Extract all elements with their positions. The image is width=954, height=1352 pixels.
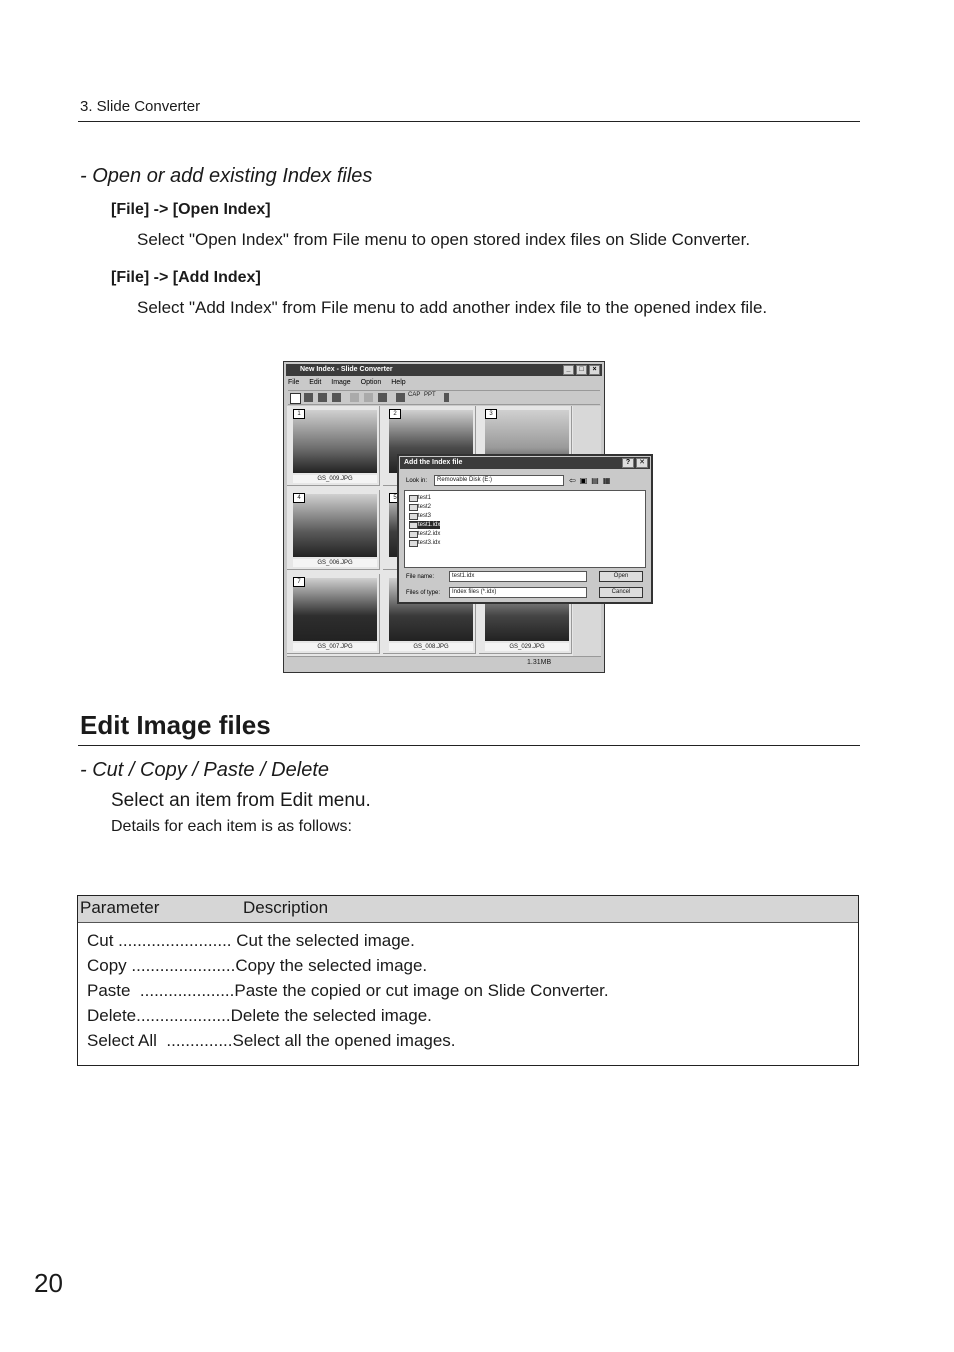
thumbnail-number: 2 <box>389 409 401 419</box>
open-index-description: Select "Open Index" from File menu to open stored index files on Slide Converter. <box>137 230 751 249</box>
thumbnail-caption: GS_006.JPG <box>293 559 377 567</box>
file-type-label: Files of type: <box>406 590 441 596</box>
window-title-bar <box>286 364 602 376</box>
file-list-item[interactable]: test2.idx <box>409 530 440 538</box>
edit-section-rule <box>78 745 860 746</box>
add-icon[interactable] <box>318 393 327 402</box>
thumbnail-number: 5 <box>389 493 401 503</box>
table-row: Select All ..............Select all the opened images. <box>87 1031 456 1050</box>
thumbnail-number: 1 <box>293 409 305 419</box>
menu-option[interactable]: Option <box>360 379 382 386</box>
file-list-item[interactable]: test3.idx <box>409 539 440 547</box>
window-title: New Index - Slide Converter <box>300 366 393 373</box>
menu-image[interactable]: Image <box>331 379 351 386</box>
thumbnail-caption: GS_008.JPG <box>389 643 473 651</box>
open-section-subtitle: - Open or add existing Index files <box>80 165 373 187</box>
table-row: Cut ........................ Cut the selected image. <box>87 931 415 950</box>
status-size: 1.31MB <box>527 659 552 666</box>
table-header <box>78 896 858 923</box>
look-in-value: Removable Disk (E:) <box>437 477 493 483</box>
thumbnail-caption: GS_009.JPG <box>293 475 377 483</box>
menu-bar <box>288 378 414 388</box>
open-button[interactable]: Open <box>599 571 643 582</box>
new-icon[interactable] <box>290 393 301 404</box>
thumbnail-image <box>293 494 377 557</box>
cap-button[interactable]: CAP <box>408 392 421 398</box>
thumbnail-number: 3 <box>485 409 497 419</box>
edit-section-title: Edit Image files <box>80 710 271 740</box>
file-list-item[interactable]: test2 <box>409 503 431 511</box>
file-name-label: File name: <box>406 574 435 580</box>
close-icon[interactable]: × <box>589 365 600 375</box>
thumbnail-cell[interactable] <box>287 490 380 570</box>
col-description: Description <box>243 898 329 917</box>
file-list-item[interactable]: test1.idx <box>409 521 440 529</box>
thumbnail-caption: GS_029.JPG <box>485 643 569 651</box>
file-list-item[interactable]: test3 <box>409 512 431 520</box>
file-list-item[interactable]: test1 <box>409 494 431 502</box>
dialog-close-icon[interactable]: ✕ <box>636 458 648 468</box>
thumbnail-number: 4 <box>293 493 305 503</box>
minimize-icon[interactable]: _ <box>563 365 574 375</box>
look-in-tools-icon[interactable]: ⇦▣▤▦ <box>569 476 615 485</box>
look-in-label: Look in: <box>406 478 428 484</box>
dialog-title: Add the Index file <box>404 459 463 466</box>
open-index-menu-path: [File] -> [Open Index] <box>111 201 271 218</box>
file-list[interactable] <box>404 490 646 568</box>
dialog-title-bar <box>400 457 650 469</box>
cut-icon[interactable] <box>350 393 359 402</box>
status-bar <box>287 656 601 669</box>
header-rule <box>78 121 860 122</box>
maximize-icon[interactable]: □ <box>576 365 587 375</box>
help-icon[interactable] <box>444 393 449 402</box>
thumbnail-image <box>293 578 377 641</box>
thumbnail-cell[interactable] <box>287 406 380 486</box>
add-index-description: Select "Add Index" from File menu to add another index file to the opened index file. <box>137 298 768 317</box>
section-header: 3. Slide Converter <box>80 98 201 115</box>
save-icon[interactable] <box>332 393 341 402</box>
edit-section-subtitle: - Cut / Copy / Paste / Delete <box>80 759 329 781</box>
toolbar <box>288 390 600 405</box>
cancel-button[interactable]: Cancel <box>599 587 643 598</box>
ppt-button[interactable]: PPT <box>424 392 436 398</box>
add-index-dialog <box>397 454 653 604</box>
menu-help[interactable]: Help <box>391 379 406 386</box>
file-name-value: test1.idx <box>452 573 475 579</box>
thumbnail-number: 7 <box>293 577 305 587</box>
table-row: Delete....................Delete the selected image. <box>87 1006 432 1025</box>
thumbnail-cell[interactable] <box>287 574 380 654</box>
file-type-select[interactable] <box>449 587 587 598</box>
paste-icon[interactable] <box>378 393 387 402</box>
col-parameter: Parameter <box>80 898 160 917</box>
menu-file[interactable]: File <box>288 379 300 386</box>
dialog-help-icon[interactable]: ? <box>622 458 634 468</box>
file-name-input[interactable] <box>449 571 587 582</box>
parameter-table <box>77 895 859 1066</box>
file-type-value: Index files (*.idx) <box>452 589 497 595</box>
thumbnail-image <box>293 410 377 473</box>
menu-edit[interactable]: Edit <box>309 379 322 386</box>
edit-details: Details for each item is as follows: <box>111 818 352 835</box>
look-in-select[interactable] <box>434 475 564 486</box>
copy-icon[interactable] <box>364 393 373 402</box>
table-row: Copy ......................Copy the selected image. <box>87 956 428 975</box>
thumbnail-caption: GS_007.JPG <box>293 643 377 651</box>
edit-instruction: Select an item from Edit menu. <box>111 790 371 811</box>
add-index-menu-path: [File] -> [Add Index] <box>111 269 261 286</box>
page-number: 20 <box>34 1268 63 1298</box>
table-row: Paste ....................Paste the copied or cut image on Slide Converter. <box>87 981 609 1000</box>
open-icon[interactable] <box>304 393 313 402</box>
capture-icon[interactable] <box>396 393 405 402</box>
